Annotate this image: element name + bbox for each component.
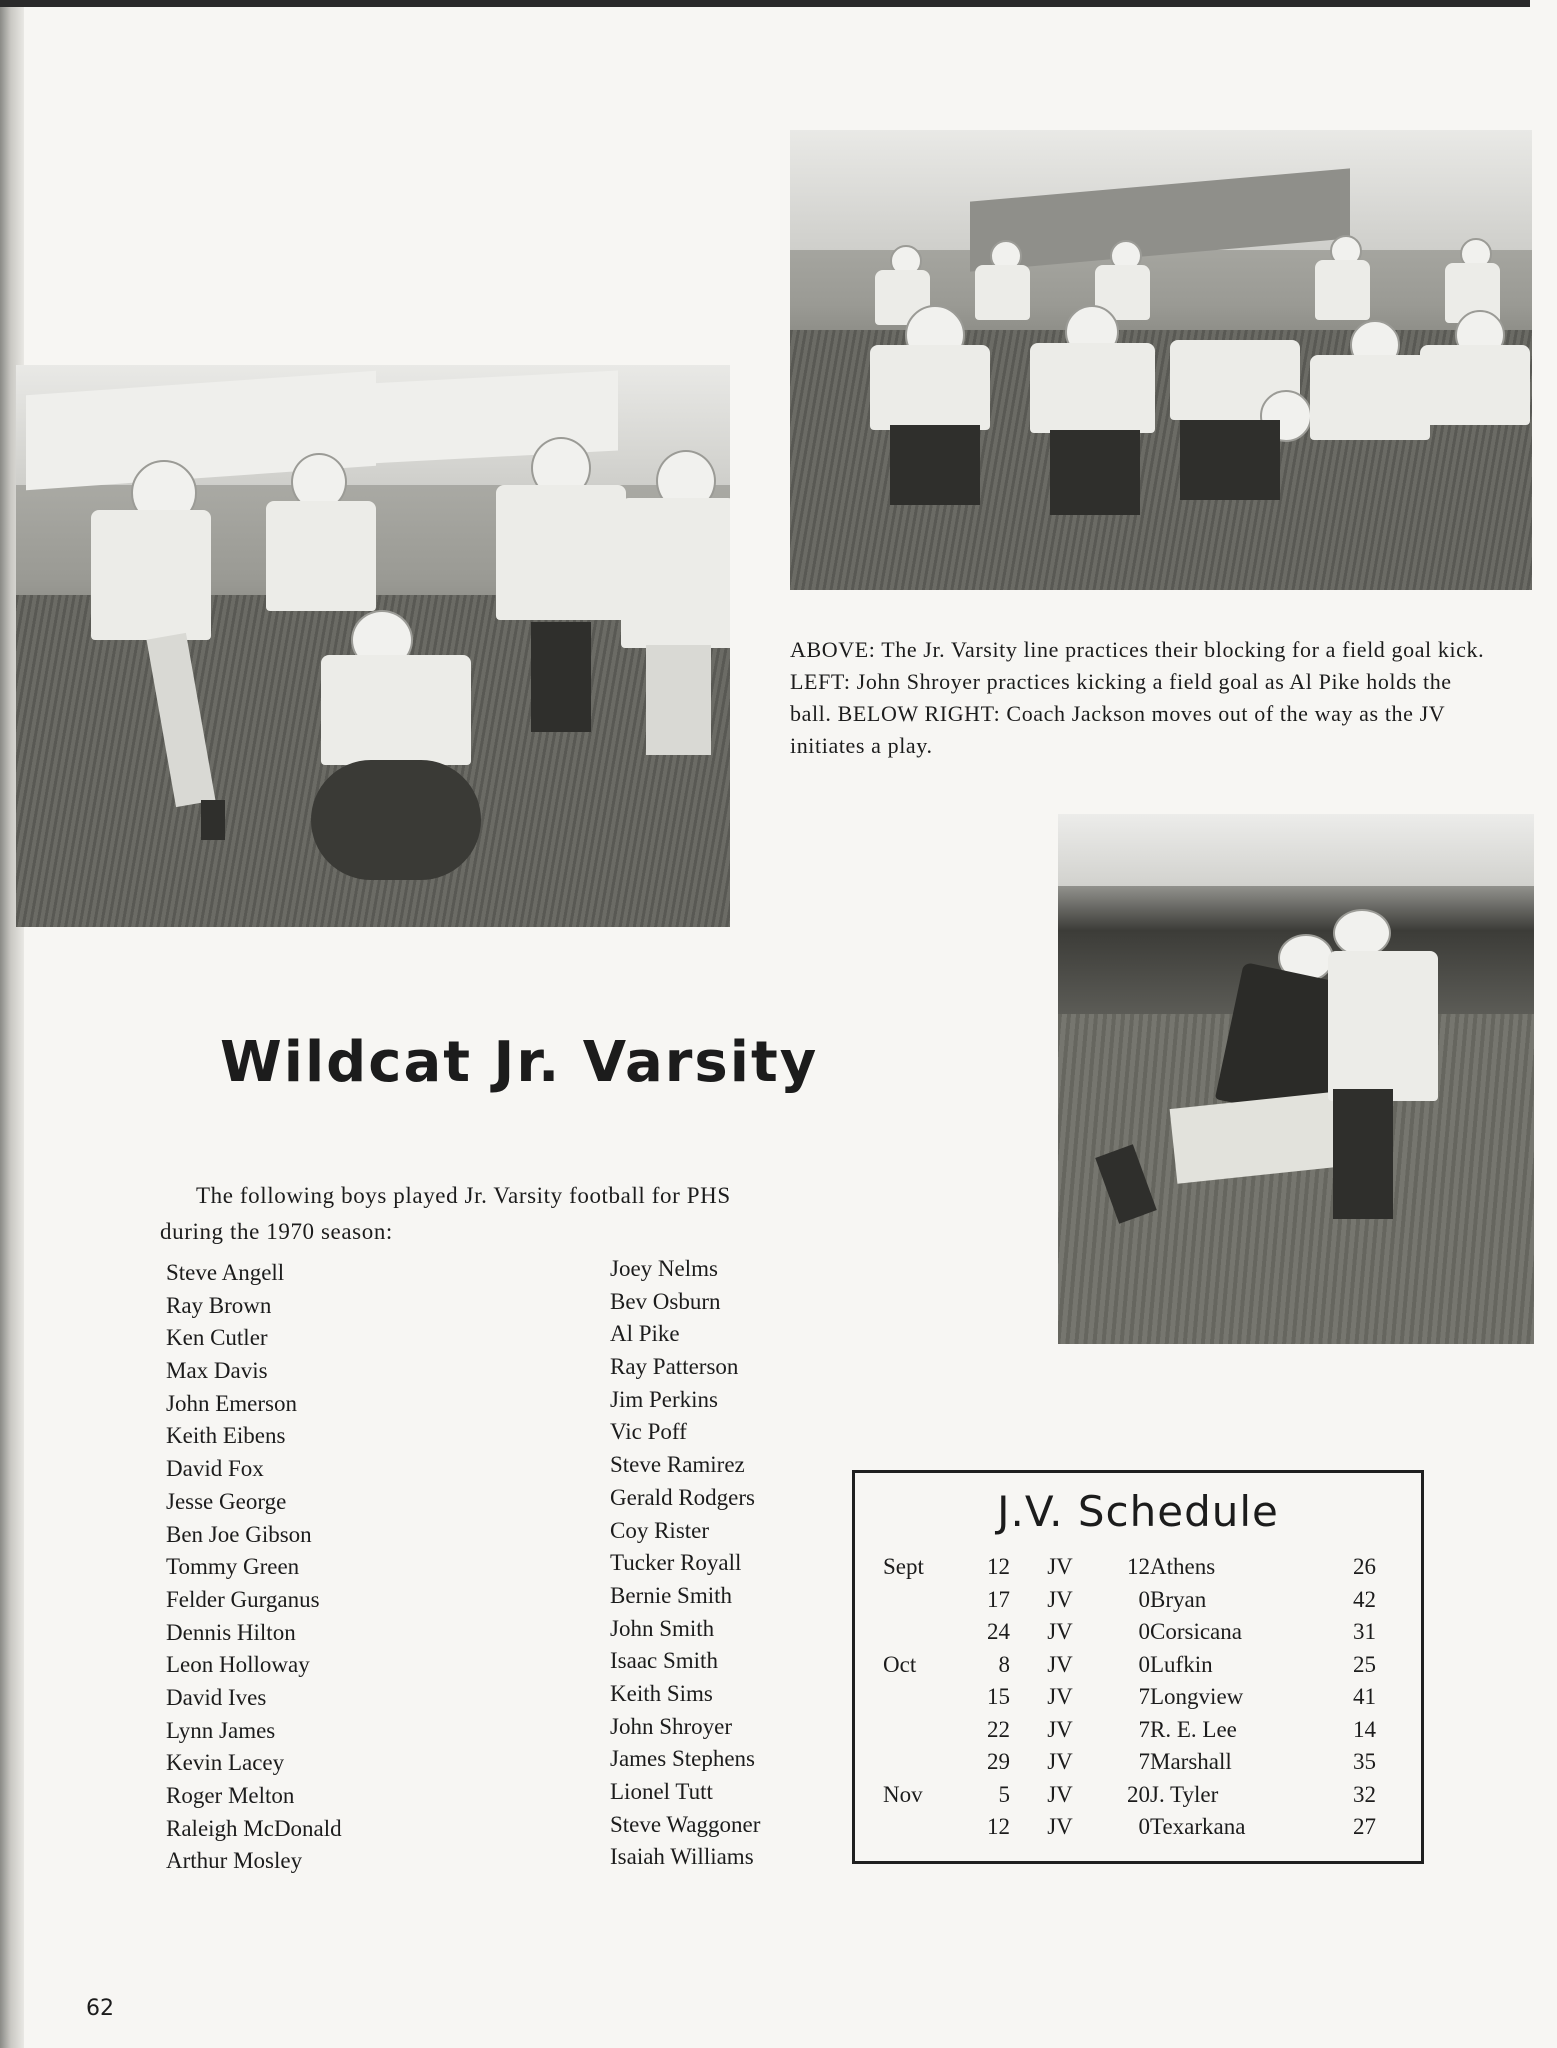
table-row [883,1616,1376,1649]
table-row [883,1681,1376,1714]
game-month: Nov [883,1781,923,1807]
roster-name: David Fox [166,1456,264,1482]
roster-name: Al Pike [610,1321,680,1347]
roster-name: Ray Brown [166,1292,272,1318]
roster-right-column [610,1253,760,1874]
game-day: 8 [998,1651,1010,1677]
table-row [883,1714,1376,1747]
table-row [883,1779,1376,1812]
photo-line-blocking [790,130,1532,590]
roster-name: Steve Waggoner [610,1811,761,1837]
jv-score: 7 [1138,1749,1150,1774]
roster-name: Keith Eibens [166,1423,286,1449]
opponent-score: 32 [1353,1781,1376,1807]
roster-name: Steve Angell [166,1260,285,1285]
opponent-name: Texarkana [1150,1814,1246,1839]
game-day: 12 [987,1554,1010,1579]
team-label: JV [1047,1619,1073,1644]
table-row [883,1746,1376,1779]
roster-name: Kevin Lacey [166,1750,285,1776]
roster-name: Bernie Smith [610,1582,733,1608]
team-label: JV [1047,1716,1073,1742]
roster-name: Tucker Royall [610,1550,742,1576]
roster-name: Felder Gurganus [166,1586,320,1612]
page-top-edge [0,0,1530,7]
opponent-score: 27 [1353,1814,1376,1839]
opponent-score: 35 [1353,1749,1376,1774]
opponent-name: Corsicana [1150,1619,1242,1644]
photo-coach-jackson [1058,814,1534,1344]
roster-name: Raleigh McDonald [166,1815,342,1841]
roster-name: Ben Joe Gibson [166,1521,312,1547]
roster-name: Keith Sims [610,1680,713,1706]
roster-name: Jesse George [166,1488,287,1514]
game-day: 15 [987,1684,1010,1709]
game-month [883,1746,968,1779]
roster-name: Bev Osburn [610,1288,721,1314]
roster-name: John Emerson [166,1390,297,1416]
table-row [883,1649,1376,1682]
jv-score: 0 [1138,1814,1150,1839]
team-label: JV [1047,1586,1073,1612]
game-month [883,1714,968,1747]
game-month: Oct [883,1651,917,1677]
roster-name: Steve Ramirez [610,1452,745,1478]
roster-name: Joey Nelms [610,1256,718,1281]
opponent-name: Athens [1150,1554,1216,1579]
roster-name: Dennis Hilton [166,1619,296,1645]
roster-name: Ken Cutler [166,1325,268,1351]
opponent-name: Bryan [1150,1586,1207,1612]
team-label: JV [1047,1781,1073,1807]
roster-name: John Shroyer [610,1713,733,1739]
roster-name: David Ives [166,1684,267,1710]
schedule-title: J.V. Schedule [997,1487,1279,1536]
roster-name: Vic Poff [610,1419,687,1445]
jv-score: 12 [1127,1554,1150,1579]
roster-name: Max Davis [166,1358,268,1384]
jv-score: 0 [1138,1586,1150,1612]
opponent-name: Lufkin [1150,1651,1213,1677]
jv-score: 20 [1127,1781,1150,1807]
game-month [883,1584,968,1617]
team-label: JV [1047,1651,1073,1677]
roster-name: Arthur Mosley [166,1848,303,1874]
intro-paragraph: The following boys played Jr. Varsity football for PHS during the 1970 season: [160,1183,731,1244]
table-row [883,1551,1376,1584]
opponent-name: Marshall [1150,1749,1232,1774]
game-month [883,1811,968,1844]
game-day: 12 [987,1814,1010,1839]
jv-schedule-box [852,1470,1424,1864]
game-month [883,1616,968,1649]
photo-caption: ABOVE: The Jr. Varsity line practices their blocking for a field goal kick. LEFT: John Shroyer practices kicking a field goal as Al Pike holds the ball. BELOW RIGHT: Coach Jackson moves out of the way as the JV initiates a play. [790,637,1485,758]
game-day: 24 [987,1619,1010,1644]
game-day: 17 [987,1586,1010,1612]
roster-name: Coy Rister [610,1517,710,1543]
roster-name: Gerald Rodgers [610,1484,755,1510]
team-label: JV [1047,1684,1073,1709]
roster-name: James Stephens [610,1746,756,1772]
opponent-score: 41 [1353,1684,1376,1709]
roster-name: Tommy Green [166,1554,300,1580]
page-title: Wildcat Jr. Varsity [220,1030,819,1095]
team-label: JV [1047,1749,1073,1774]
roster-name: Lynn James [166,1717,276,1743]
jv-score: 0 [1138,1651,1150,1677]
jv-score: 0 [1138,1619,1150,1644]
roster-name: Isaac Smith [610,1648,718,1674]
game-day: 22 [987,1716,1010,1742]
table-row [883,1584,1376,1617]
opponent-name: J. Tyler [1150,1781,1219,1807]
opponent-name: Longview [1150,1684,1244,1709]
roster-name: Isaiah Williams [610,1844,754,1870]
game-month [883,1681,968,1714]
opponent-score: 26 [1353,1554,1376,1579]
game-day: 29 [987,1749,1010,1774]
table-row [883,1811,1376,1844]
game-month: Sept [883,1554,924,1579]
jv-score: 7 [1138,1716,1150,1742]
opponent-name: R. E. Lee [1150,1716,1237,1742]
opponent-score: 42 [1353,1586,1376,1612]
roster-left-column [166,1257,342,1878]
opponent-score: 14 [1353,1716,1376,1742]
photo-field-goal-kick [16,365,730,927]
roster-name: John Smith [610,1615,715,1641]
opponent-score: 31 [1353,1619,1376,1644]
team-label: JV [1047,1554,1073,1579]
page-binding-edge [0,0,24,2048]
opponent-score: 25 [1353,1651,1376,1677]
roster-name: Leon Holloway [166,1652,310,1678]
team-label: JV [1047,1814,1073,1839]
roster-name: Jim Perkins [610,1386,718,1412]
schedule-table [883,1551,1376,1844]
game-day: 5 [998,1781,1010,1807]
roster-name: Ray Patterson [610,1354,739,1380]
roster-name: Lionel Tutt [610,1779,713,1804]
roster-name: Roger Melton [166,1783,295,1808]
page-number: 62 [86,1996,114,2021]
jv-score: 7 [1138,1684,1150,1709]
